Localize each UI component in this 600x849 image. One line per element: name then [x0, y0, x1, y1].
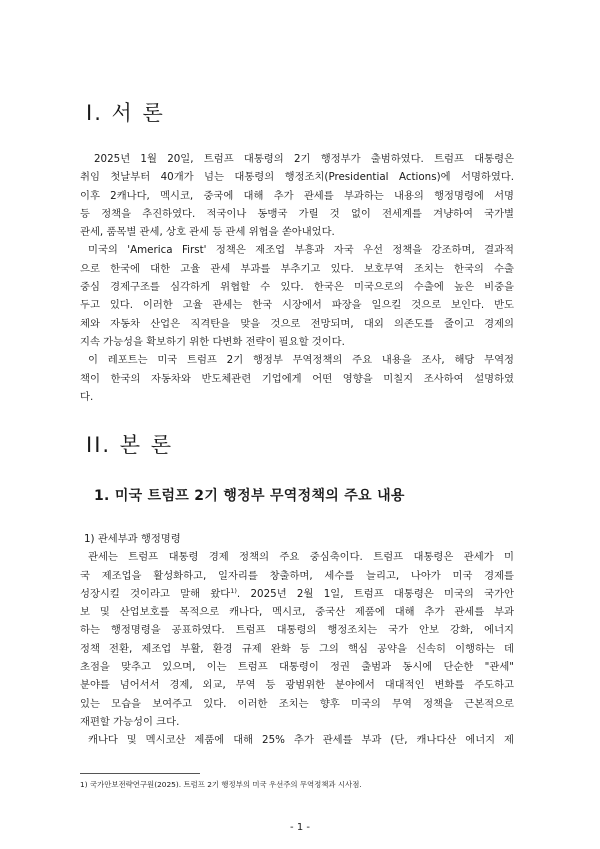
- text-line: 책이 한국의 자동차와 반도체관련 기업에게 어떤 영향을 미칠지 조사하여 설명하였: [80, 372, 514, 385]
- text-line: 관세는 트럼프 대통령 경제 정책의 주요 중심축이다. 트럼프 대통령은 관세가 미: [88, 551, 514, 564]
- text-line: 있는 모습을 보여주고 있다. 이러한 조치는 향후 미국의 무역 정책을 근본적으로: [80, 697, 514, 710]
- paragraph: [80, 351, 514, 406]
- paragraph: [80, 241, 514, 351]
- introduction-body: [80, 150, 514, 406]
- text-line: 취임 첫날부터 40개가 넘는 대통령의 행정조치(Presidential Actions)에 서명하였다.: [80, 171, 514, 184]
- text-line: 2025년 1월 20일, 트럼프 대통령의 2기 행정부가 출범하였다. 트럼프 대통령은: [94, 153, 514, 165]
- text-line: 하는 행정명령을 공표하였다. 트럼프 대통령의 행정조치는 국가 안보 강화, 에너지: [80, 624, 514, 637]
- page-number: - 1 -: [290, 822, 310, 833]
- paragraph: [80, 731, 514, 749]
- text-line: 중심 경제구조를 심각하게 위협할 수 있다. 한국은 미국으로의 수출에 높은 비중을: [80, 281, 514, 294]
- text-line: 관세, 품목별 관세, 상호 관세 등 관세 위협을 쏟아내었다.: [80, 226, 335, 239]
- text-line: 등 정책을 추진하였다. 적국이나 동맹국 가릴 것 없이 전세계를 겨냥하여 국가별: [80, 207, 514, 220]
- text-segment: . 2025년 2월 1일, 트럼프 대통령은 미국의 국가안: [236, 587, 514, 600]
- text-line: 으로 한국에 대한 고율 관세 부과를 부추기고 있다. 보호무역 조치는 한국의 수출: [80, 262, 514, 275]
- paragraph: [80, 548, 514, 731]
- text-line: 재편할 가능성이 크다.: [80, 715, 180, 728]
- text-line: 두고 있다. 이러한 고율 관세는 한국 시장에서 파장을 일으킬 것으로 보인다. 반도: [80, 299, 514, 312]
- text-line: 이후 2캐나다, 멕시코, 중국에 대해 추가 관세를 부과하는 내용의 행정명령에 서명: [80, 189, 514, 202]
- text-segment: 성장시킬 것이라고 말해 왔다: [80, 587, 231, 600]
- footnote-reference: 1): [230, 586, 237, 595]
- item-heading: 1) 관세부과 행정명령: [84, 533, 181, 545]
- text-line-with-footnote: [80, 585, 514, 603]
- section-heading-main-body: II. 본 론: [86, 433, 173, 457]
- text-line: 보 및 산업보호를 목적으로 캐나다, 멕시코, 중국산 제품에 대해 추가 관세를 부과: [80, 606, 514, 619]
- text-line: 이 레포트는 미국 트럼프 2기 행정부 무역정책의 주요 내용을 조사, 해당 무역정: [88, 354, 514, 367]
- paragraph: [80, 150, 514, 241]
- text-line: 초점을 맞추고 있으며, 이는 트럼프 대통령이 정권 출범과 동시에 단순한 "관세": [80, 661, 514, 674]
- text-line: 정책 전환, 제조업 부활, 환경 규제 완화 등 그의 핵심 공약을 신속히 이행하는 데: [80, 642, 514, 655]
- text-line: 분야를 넘어서서 경제, 외교, 무역 등 광범위한 분야에서 대대적인 변화를 주도하고: [80, 679, 514, 692]
- main-body: [80, 530, 514, 750]
- subsection-heading: 1. 미국 트럼프 2기 행정부 무역정책의 주요 내용: [94, 488, 405, 504]
- section-heading-introduction: I. 서 론: [86, 101, 165, 125]
- text-line: 체와 자동차 산업은 직격탄을 맞을 것으로 전망되며, 대외 의존도를 줄이고 경제의: [80, 317, 514, 330]
- text-line: 지속 가능성을 확보하기 위한 다변화 전략이 필요할 것이다.: [80, 335, 345, 348]
- text-line: 미국의 'America First' 정책은 제조업 부흥과 자국 우선 정책을 강조하며, 결과적: [88, 244, 514, 257]
- text-line: 국 제조업을 활성화하고, 일자리를 창출하며, 세수를 늘리고, 나아가 미국 경제를: [80, 569, 514, 582]
- footnote-divider: [80, 773, 200, 774]
- text-line: 다.: [80, 390, 94, 403]
- footnote: 1) 국가안보전략연구원(2025). 트럼프 2기 행정부의 미국 우선주의 무역정책과 시사점.: [80, 780, 362, 789]
- text-line: 캐나다 및 멕시코산 제품에 대해 25% 추가 관세를 부과 (단, 캐나다산 에너지 제: [88, 734, 514, 747]
